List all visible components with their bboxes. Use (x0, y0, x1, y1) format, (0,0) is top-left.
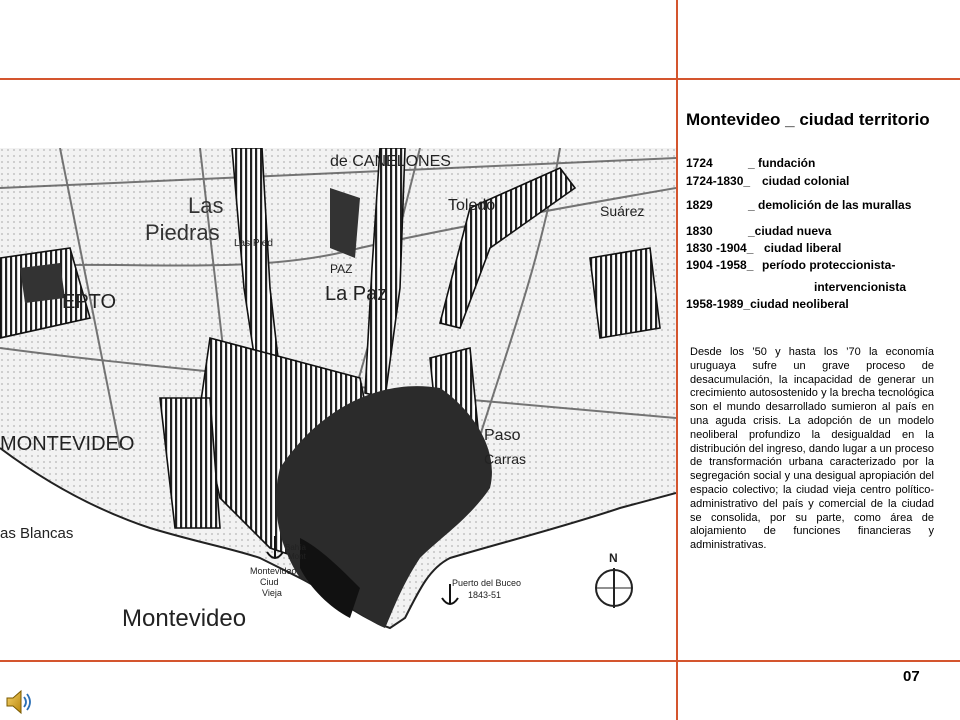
label-la-paz: La Paz (325, 283, 388, 305)
description-paragraph: Desde los ’50 y hasta los ’70 la economía uruguaya sufre un grave proceso de desacumulación, la incapacidad de generar un crecimiento autosostenido y la brecha tecnológica son el mundo desarrollado sumieron al país en una aguda crisis. La adopción de un modelo neoliberal profundizo la desigualdad en la distribución del ingreso, dando lugar a un proceso de transformación urbana caracterizado por la segregación social y una desigual apropiación del espacio colectivo; la ciudad vieja centro político-administrativo del país y comercial de la ciudad se consolida, por su parte, como área de alojamiento de funciones financieras y administrativas. (690, 346, 934, 552)
timeline-entry: 1830 _ciudad nueva (686, 224, 832, 238)
speaker-icon[interactable] (4, 688, 34, 716)
label-carrasco: Carras (484, 451, 527, 467)
header-rule (0, 78, 960, 80)
label-paz: PAZ (330, 262, 353, 276)
timeline-entry: 1830 -1904_ ciudad liberal (686, 241, 842, 255)
label-suarez: Suárez (600, 203, 645, 219)
label-montevideo-department: MONTEVIDEO (0, 433, 135, 455)
timeline-entry: 1724-1830_ ciudad colonial (686, 174, 850, 188)
timeline-entry: 1904 -1958_ período proteccionista- (686, 258, 896, 272)
panel-title: Montevideo _ ciudad territorio (686, 110, 930, 129)
column-divider (676, 0, 678, 720)
timeline-entry: 1829 _ demolición de las murallas (686, 198, 912, 212)
label-ciudad-vieja: Vieja (262, 588, 282, 598)
montevideo-territory-map (0, 148, 676, 648)
label-puerto-buceo-date: 1843-51 (468, 590, 502, 600)
timeline-entry: 1724 _ fundación (686, 156, 816, 170)
label-paso: Paso (484, 427, 521, 444)
north-arrow-icon (596, 568, 632, 608)
label-ciudad-vieja: Ciud (260, 577, 279, 587)
label-toledo: Toledo (448, 197, 496, 214)
label-ciudad-vieja: Montevideo (250, 566, 297, 576)
label-bahia: Mont (288, 552, 306, 561)
timeline-entry: intervencionista (814, 280, 907, 294)
label-las-piedras-small: Las Pied (234, 238, 273, 249)
footer-rule (0, 660, 960, 662)
label-las-piedras: Las (188, 193, 224, 218)
label-las-blancas: as Blancas (0, 525, 74, 542)
page-number: 07 (903, 668, 920, 685)
timeline-entry: 1958-1989_ciudad neoliberal (686, 297, 849, 311)
label-las-piedras: Piedras (145, 220, 220, 245)
label-north: N (609, 551, 618, 565)
label-montevideo-city: Montevideo (122, 605, 247, 632)
label-bahia: Bahía (285, 543, 306, 552)
label-canelones: de CANELONES (330, 153, 451, 170)
label-departamento: EPTO (62, 291, 117, 313)
label-puerto-buceo: Puerto del Buceo (452, 578, 522, 588)
